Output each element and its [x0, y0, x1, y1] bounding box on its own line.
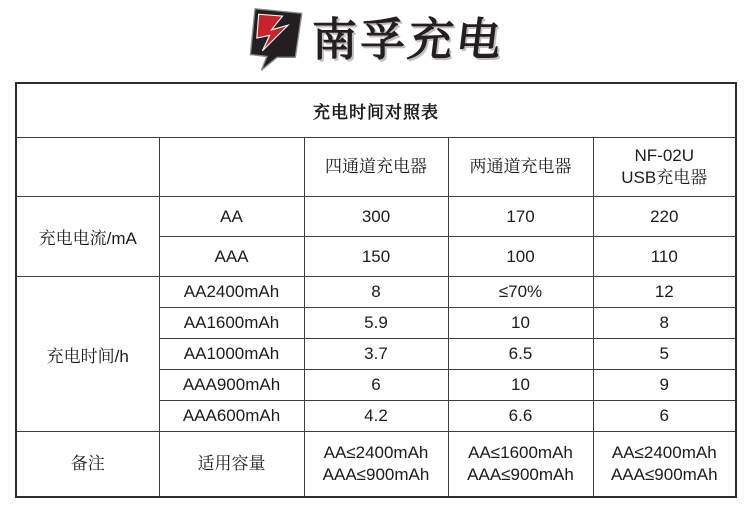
header-usb-charger: [593, 138, 736, 197]
battery-type-cell: AAA900mAh: [159, 370, 304, 401]
value-cell: 8: [593, 308, 736, 339]
header-empty-1: [16, 138, 159, 197]
value-cell: 6.5: [448, 339, 593, 370]
table-remark-row: [16, 432, 736, 498]
battery-type-cell: AAA600mAh: [159, 401, 304, 432]
value-cell: 3.7: [304, 339, 448, 370]
value-cell: 9: [593, 370, 736, 401]
value-cell: 100: [448, 237, 593, 277]
value-cell: ≤70%: [448, 277, 593, 308]
row-group-label-current: 充电电流/mA: [16, 197, 159, 277]
table-row: [16, 197, 736, 237]
value-cell: 10: [448, 370, 593, 401]
value-cell: 10: [448, 308, 593, 339]
table-header-row: [16, 138, 736, 197]
battery-type-cell: AAA: [159, 237, 304, 277]
row-group-label-remark: 备注: [16, 432, 159, 498]
value-cell: 6.6: [448, 401, 593, 432]
table-title: 充电时间对照表: [16, 83, 736, 138]
remark-line: AAA≤900mAh: [467, 465, 574, 484]
brand-logo: [0, 0, 750, 78]
table-row: [16, 277, 736, 308]
remark-line: AA≤2400mAh: [323, 442, 429, 462]
remark-capacity-cell: [593, 432, 736, 498]
remark-line: AA≤2400mAh: [611, 442, 717, 462]
value-cell: 5.9: [304, 308, 448, 339]
value-cell: 300: [304, 197, 448, 237]
header-charger4: 四通道充电器: [304, 138, 448, 197]
header-charger2: 两通道充电器: [448, 138, 593, 197]
value-cell: 170: [448, 197, 593, 237]
row-group-label-time: 充电时间/h: [16, 277, 159, 432]
value-cell: 110: [593, 237, 736, 277]
header-usb-line1: NF-02U: [634, 145, 695, 165]
remark-line: AA≤1600mAh: [468, 442, 573, 462]
value-cell: 4.2: [304, 401, 448, 432]
value-cell: 6: [304, 370, 448, 401]
remark-sub-label: 适用容量: [159, 432, 304, 498]
table-title-row: [16, 83, 736, 138]
header-empty-2: [159, 138, 304, 197]
battery-type-cell: AA1000mAh: [159, 339, 304, 370]
charging-time-table: [15, 82, 737, 498]
brand-wordmark: [311, 13, 508, 65]
value-cell: 6: [593, 401, 736, 432]
remark-line: AAA≤900mAh: [322, 465, 430, 484]
value-cell: 12: [593, 277, 736, 308]
battery-type-cell: AA: [159, 197, 304, 237]
brand-name-part1: 南孚: [311, 13, 408, 65]
value-cell: 8: [304, 277, 448, 308]
brand-name-part2: 充电: [404, 13, 508, 65]
lightning-bolt-icon: [246, 6, 308, 72]
header-usb-line2: USB充电器: [621, 168, 708, 187]
value-cell: 5: [593, 339, 736, 370]
battery-type-cell: AA2400mAh: [159, 277, 304, 308]
remark-capacity-cell: [448, 432, 593, 498]
value-cell: 150: [304, 237, 448, 277]
remark-capacity-cell: [304, 432, 448, 498]
value-cell: 220: [593, 197, 736, 237]
battery-type-cell: AA1600mAh: [159, 308, 304, 339]
remark-line: AAA≤900mAh: [610, 465, 718, 484]
